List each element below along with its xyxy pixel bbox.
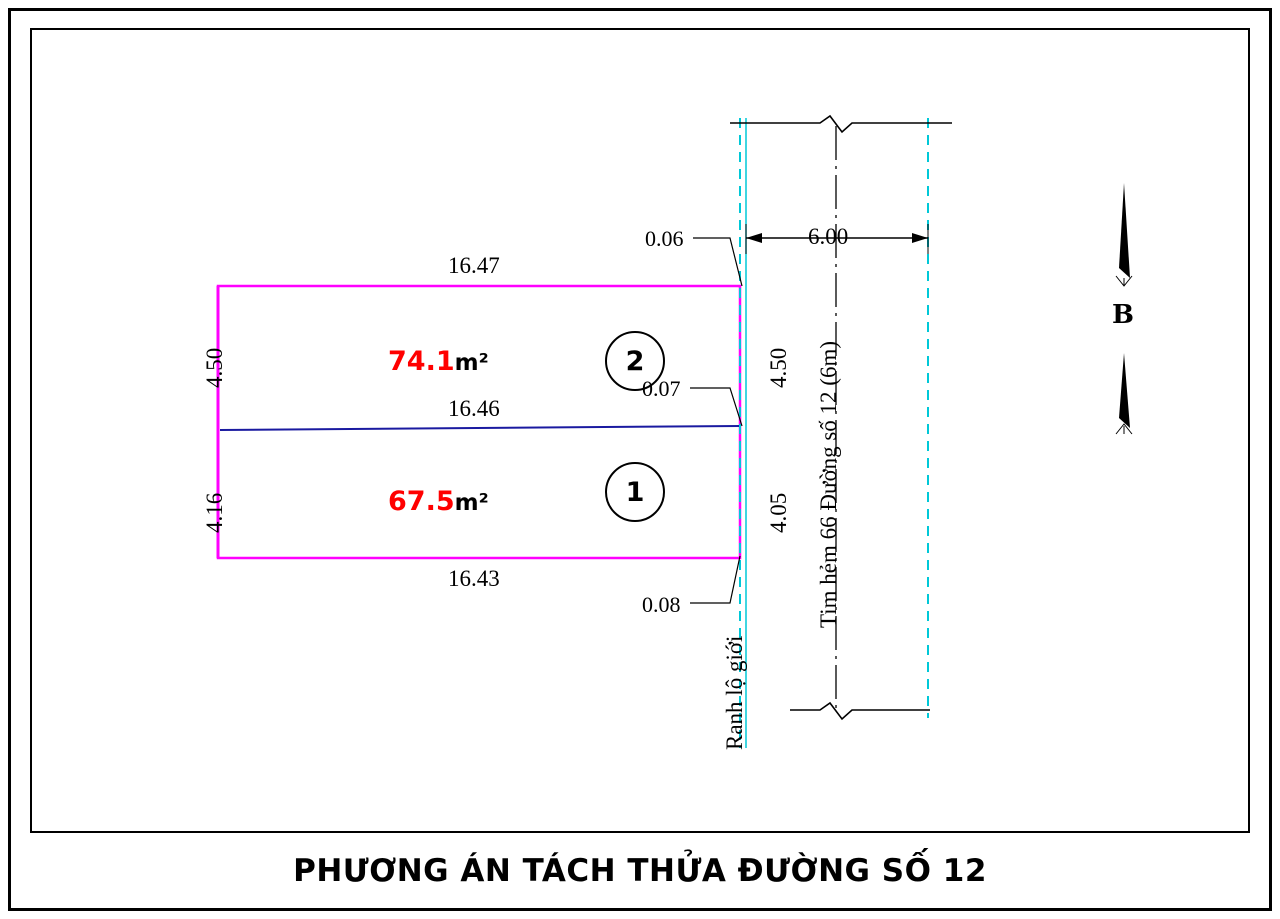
leader-offset-top xyxy=(693,238,742,286)
road-top-break-line xyxy=(730,116,952,132)
leader-offset-bottom xyxy=(690,556,740,603)
drawing-area xyxy=(30,28,1250,833)
parcel2-number: 2 xyxy=(625,345,645,377)
leader-offset-middle xyxy=(690,388,742,426)
parcel1-area-unit: m² xyxy=(454,490,489,516)
compass-north-letter: B xyxy=(1112,300,1134,330)
dimension-parcel2-east: 4.50 xyxy=(766,347,791,388)
road-bottom-break-line xyxy=(790,703,930,719)
page-title: PHƯƠNG ÁN TÁCH THỬA ĐƯỜNG SỐ 12 xyxy=(293,853,987,889)
parcel1-area-value: 67.5 xyxy=(388,486,455,517)
dimension-parcel1-bottom: 16.43 xyxy=(448,566,500,591)
dimension-offset-bottom: 0.08 xyxy=(642,592,681,617)
parcel1-number-badge xyxy=(605,462,665,522)
dimension-offset-middle: 0.07 xyxy=(642,376,681,401)
parcel1-number: 1 xyxy=(625,476,645,508)
cad-linework xyxy=(30,28,1250,833)
dimension-parcel2-west: 4.50 xyxy=(202,347,227,388)
parcel2-area-label xyxy=(388,346,489,377)
dimension-parcel2-top: 16.47 xyxy=(448,253,500,278)
sheet-title-block xyxy=(30,833,1250,909)
dimension-offset-top: 0.06 xyxy=(645,226,684,251)
parcel-outer-boundary xyxy=(218,286,740,558)
dimension-road-width: 6.00 xyxy=(808,224,849,249)
parcel1-area-label xyxy=(388,486,489,517)
road-centerline-label: Tim hẻm 66 Đường số 12 (6m) xyxy=(816,340,841,628)
compass-south-arrow xyxy=(1119,353,1130,428)
parcel2-number-badge xyxy=(605,331,665,391)
parcel2-area-unit: m² xyxy=(454,350,489,376)
dimension-parcel1-west: 4.16 xyxy=(202,492,227,533)
road-width-arrow-right xyxy=(912,233,928,243)
road-boundary-label: Ranh lộ giới xyxy=(722,635,747,750)
parcel-divider-line xyxy=(220,426,740,430)
dimension-parcel1-east: 4.05 xyxy=(766,492,791,533)
road-width-arrow-left xyxy=(746,233,762,243)
dimension-parcel-middle: 16.46 xyxy=(448,396,500,421)
parcel2-area-value: 74.1 xyxy=(388,346,455,377)
compass-north-arrow xyxy=(1119,183,1130,278)
